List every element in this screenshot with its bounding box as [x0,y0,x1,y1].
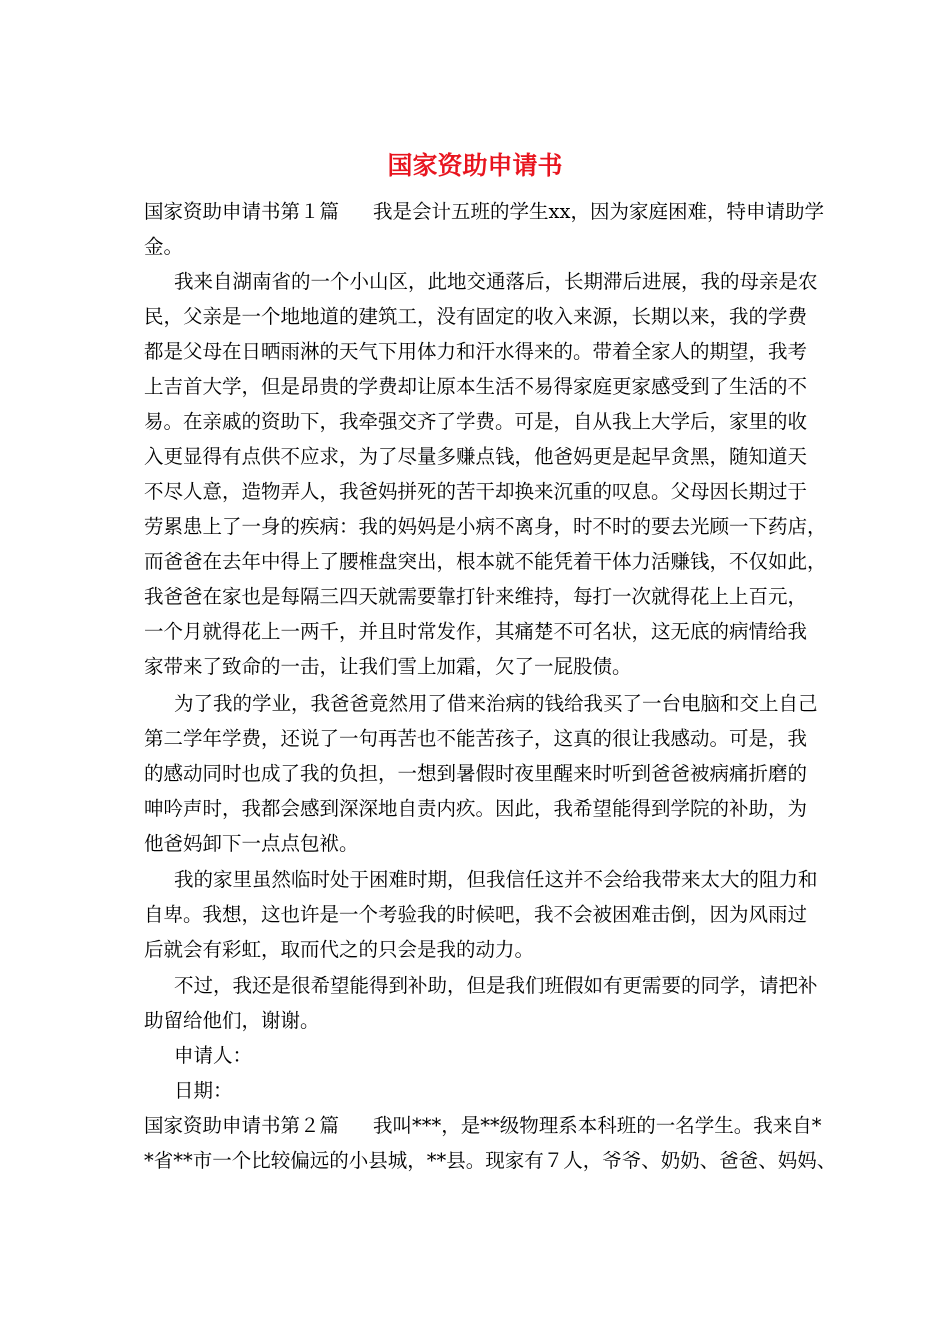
text-line [144,197,824,227]
text-line: 助留给他们，谢谢。 [144,1009,320,1032]
text-line: 家带来了致命的一击，让我们雪上加霜，欠了一屁股债。 [144,655,632,678]
text-line: 呻吟声时，我都会感到深深地自责内疚。因此，我希望能得到学院的补助，为 [144,797,808,820]
text-line: 他爸妈卸下一点点包袱。 [144,832,359,855]
section-heading: 国家资助申请书第２篇 [144,1114,340,1137]
applicant-label: 申请人： [174,1044,253,1067]
text-line: 劳累患上了一身的疾病：我的妈妈是小病不离身，时不时的要去光顾一下药店， [144,515,827,538]
text-line: 而爸爸在去年中得上了腰椎盘突出，根本就不能凭着干体力活赚钱，不仅如此， [144,550,827,573]
text-line [144,1111,822,1141]
text-line: 我爸爸在家也是每隔三四天就需要靠打针来维持，每打一次就得花上上百元， [144,585,808,608]
text-line: 不过，我还是很希望能得到补助，但是我们班假如有更需要的同学，请把补 [174,974,818,997]
text-line: 我的家里虽然临时处于困难时期，但我信任这并不会给我带来太大的阻力和 [174,868,818,891]
text-line: 后就会有彩虹，取而代之的只会是我的动力。 [144,938,535,961]
text-line: 民，父亲是一个地地道的建筑工，没有固定的收入来源，长期以来，我的学费 [144,305,808,328]
text-line: 金。 [144,235,184,258]
text-line: 为了我的学业，我爸爸竟然用了借来治病的钱给我买了一台电脑和交上自己 [174,692,818,715]
text-segment: 我叫***，是**级物理系本科班的一名学生。我来自* [373,1114,822,1137]
text-segment: 我是会计五班的学生xx，因为家庭困难，特申请助学 [373,200,825,223]
text-line: 一个月就得花上一两千，并且时常发作，其痛楚不可名状，这无底的病情给我 [144,620,808,643]
text-line: 第二学年学费，还说了一句再苦也不能苦孩子，这真的很让我感动。可是，我 [144,727,808,750]
text-line: 的感动同时也成了我的负担，一想到暑假时夜里醒来时听到爸爸被病痛折磨的 [144,762,808,785]
text-line: 上吉首大学，但是昂贵的学费却让原本生活不易得家庭更家感受到了生活的不 [144,375,808,398]
text-line: 易。在亲戚的资助下，我牵强交齐了学费。可是，自从我上大学后，家里的收 [144,410,808,433]
text-line: *省**市一个比较偏远的小县城，**县。现家有７人，爷爷、奶奶、爸爸、妈妈、 [144,1149,837,1172]
date-label: 日期： [174,1079,233,1102]
section-heading: 国家资助申请书第１篇 [144,200,340,223]
text-line: 我来自湖南省的一个小山区，此地交通落后，长期滞后进展，我的母亲是农 [174,270,818,293]
text-line: 不尽人意，造物弄人，我爸妈拼死的苦干却换来沉重的叹息。父母因长期过于 [144,480,808,503]
text-line: 都是父母在日晒雨淋的天气下用体力和汗水得来的。带着全家人的期望，我考 [144,340,808,363]
text-line: 入更显得有点供不应求，为了尽量多赚点钱，他爸妈更是起早贪黑，随知道天 [144,445,808,468]
text-line: 自卑。我想，这也许是一个考验我的时候吧，我不会被困难击倒，因为风雨过 [144,903,808,926]
document-title: 国家资助申请书 [387,151,563,180]
